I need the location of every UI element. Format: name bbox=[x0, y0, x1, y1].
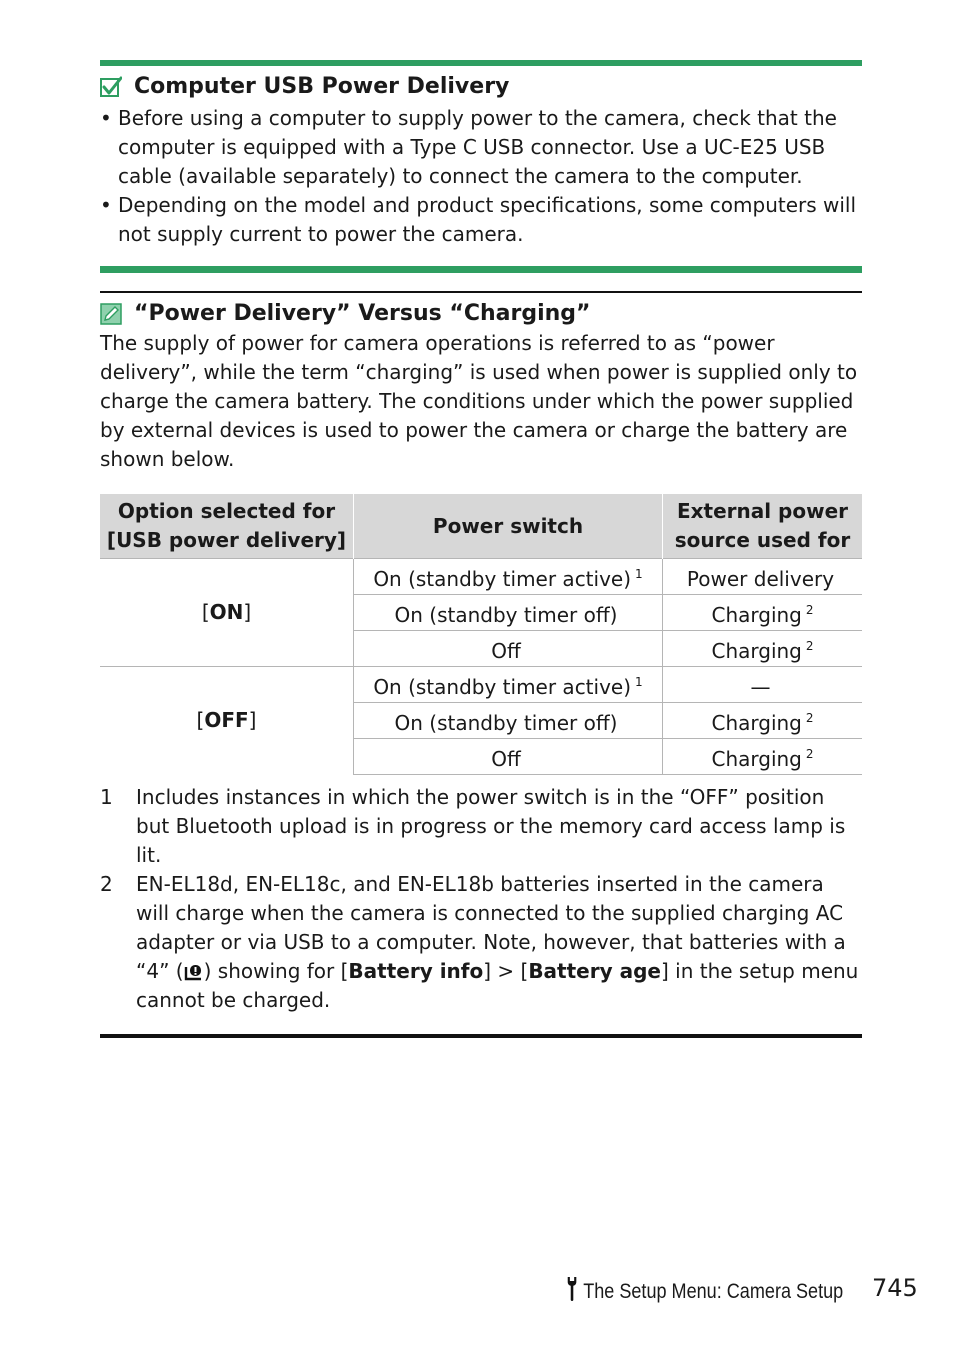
switch-cell: On (standby timer off) bbox=[354, 703, 663, 739]
source-cell: Power delivery bbox=[663, 559, 863, 595]
list-item: • Depending on the model and product specifications, some computers will not supply current to power the camera. bbox=[100, 193, 857, 246]
footnotes bbox=[100, 783, 862, 1015]
switch-cell: Off bbox=[354, 631, 663, 667]
note-top-rule bbox=[100, 60, 862, 66]
switch-cell: On (standby timer active) $^1$ bbox=[354, 667, 663, 703]
table-header-row bbox=[100, 494, 862, 559]
header-power-switch: Power switch bbox=[354, 494, 663, 559]
note-title: Computer USB Power Delivery bbox=[134, 74, 510, 99]
pencil-box-icon bbox=[100, 303, 122, 325]
footnote-2 bbox=[100, 870, 862, 1015]
table-row bbox=[100, 667, 862, 703]
section-top-rule bbox=[100, 291, 862, 293]
source-cell: — bbox=[663, 667, 863, 703]
footnote-text: EN-EL18d, EN-EL18c, and EN-EL18b batteries inserted in the camera will charge when the camera is connected to the supplied charging AC adapter or via USB to a computer. Note, however, that batteries with a “4” ( ) showing for [Battery info] > [Battery age] in the setup menu cannot be charged. bbox=[136, 872, 859, 1012]
footnote-number: 1 bbox=[100, 785, 113, 809]
header-option: Option selected for [USB power delivery] bbox=[100, 494, 354, 559]
check-box-icon bbox=[100, 76, 122, 98]
option-cell: [ON] bbox=[100, 559, 354, 667]
footer-section-title: The Setup Menu: Camera Setup bbox=[583, 1280, 844, 1303]
source-cell: Charging $^2$ bbox=[663, 703, 863, 739]
source-cell: Charging $^2$ bbox=[663, 631, 863, 667]
battery-age-icon bbox=[184, 960, 204, 978]
header-source: External power source used for bbox=[663, 494, 863, 559]
footnote-1 bbox=[100, 783, 862, 870]
table-row bbox=[100, 559, 862, 595]
footnote-number: 2 bbox=[100, 872, 113, 896]
bullet-text: Depending on the model and product specifications, some computers will not supply current to power the camera. bbox=[118, 193, 857, 246]
note-bottom-rule bbox=[100, 266, 862, 273]
section-bottom-rule bbox=[100, 1034, 862, 1038]
wrench-icon bbox=[566, 1276, 578, 1308]
usb-power-note bbox=[100, 60, 862, 273]
footnote-text: Includes instances in which the power switch is in the “OFF” position but Bluetooth upload is in progress or the memory card access lamp is lit. bbox=[136, 785, 846, 867]
page-footer bbox=[566, 1276, 926, 1308]
page-content bbox=[100, 60, 862, 1038]
switch-cell: Off bbox=[354, 739, 663, 775]
intro-paragraph: The supply of power for camera operations is referred to as “power delivery”, while the term “charging” is used when power is supplied only to charge the camera battery. The conditions under which the power supplied by external devices is used to power the camera or charge the battery are shown below. bbox=[100, 331, 858, 471]
footer-label bbox=[566, 1276, 843, 1308]
switch-cell: On (standby timer off) bbox=[354, 595, 663, 631]
source-cell: Charging $^2$ bbox=[663, 595, 863, 631]
note-bullet-list bbox=[100, 104, 862, 249]
note-heading bbox=[100, 72, 862, 102]
switch-cell: On (standby timer active) $^1$ bbox=[354, 559, 663, 595]
section-title: “Power Delivery” Versus “Charging” bbox=[134, 301, 591, 326]
source-cell: Charging $^2$ bbox=[663, 739, 863, 775]
list-item: • Before using a computer to supply power to the camera, check that the computer is equipped with a Type C USB connector. Use a UC-E25 USB cable (available separately) to connect the camera to the computer. bbox=[100, 106, 837, 188]
power-delivery-table bbox=[100, 494, 862, 775]
page-number: 745 bbox=[872, 1274, 918, 1302]
option-cell: [OFF] bbox=[100, 667, 354, 775]
bullet-text: Before using a computer to supply power to the camera, check that the computer is equipped with a Type C USB connector. Use a UC-E25 USB cable (available separately) to connect the camera to the computer. bbox=[118, 106, 837, 188]
section-heading bbox=[100, 299, 862, 329]
